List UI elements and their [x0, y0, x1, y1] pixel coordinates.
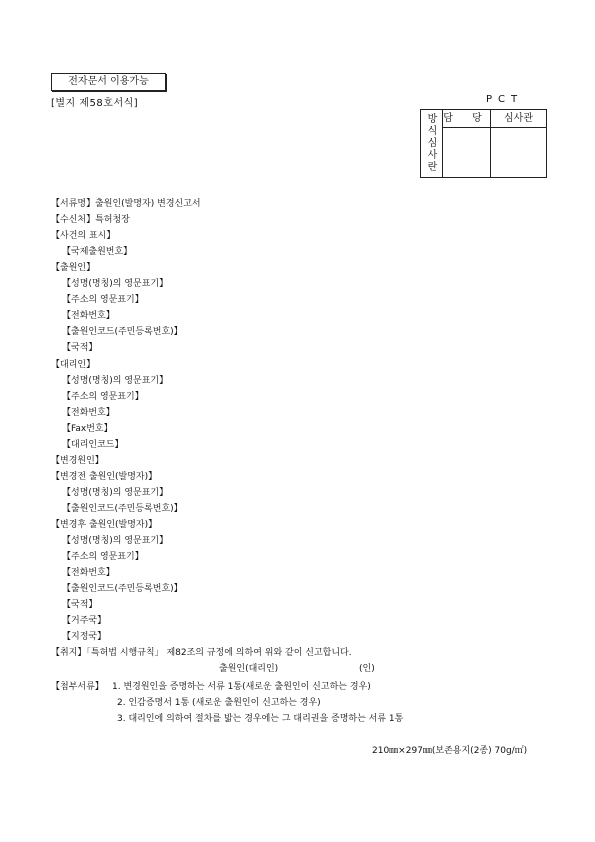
form-subfield: 【대리인코드】	[62, 440, 124, 450]
form-subfield: 【성명(명칭)의 영문표기】	[62, 488, 169, 498]
approval-side-column	[421, 110, 443, 177]
form-field: 【취지】「특허법 시행규칙」 제82조의 규정에 의하여 위와 같이 신고합니다.	[51, 648, 352, 658]
form-subfield: 【출원인코드(주민등록번호)】	[62, 327, 183, 337]
signature-seal: (인)	[359, 664, 375, 674]
form-subfield: 【전화번호】	[62, 568, 115, 578]
form-subfield: 【국제출원번호】	[62, 247, 133, 257]
form-subfield: 【성명(명칭)의 영문표기】	[62, 536, 169, 546]
signature-label: 출원인(대리인)	[219, 664, 279, 674]
approval-header-staff: 담 당	[443, 110, 491, 128]
form-subfield: 【국적】	[62, 343, 98, 353]
form-subfield: 【성명(명칭)의 영문표기】	[62, 376, 169, 386]
paper-spec-footer: 210㎜×297㎜(보존용지(2종) 70g/㎡)	[372, 746, 528, 756]
form-subfield: 【출원인코드(주민등록번호)】	[62, 584, 183, 594]
attachments-label: 【첨부서류】	[51, 682, 104, 692]
pct-label: PCT	[486, 94, 524, 105]
approval-divider	[490, 127, 491, 177]
form-field: 【변경후 출원인(발명자)】	[51, 520, 158, 530]
form-subfield: 【거주국】	[62, 616, 107, 626]
attachment-item-2: 2. 인감증명서 1통 (새로운 출원인이 신고하는 경우)	[117, 698, 321, 708]
attachment-item-1: 1. 변경원인을 증명하는 서류 1통(새로운 출원인이 신고하는 경우)	[112, 682, 371, 692]
form-number: [별지 제58호서식]	[51, 98, 139, 109]
form-subfield: 【국적】	[62, 600, 98, 610]
form-subfield: 【Fax번호】	[62, 424, 113, 434]
form-field: 【변경전 출원인(발명자)】	[51, 472, 158, 482]
approval-box	[420, 109, 547, 178]
approval-side-label: 방식심사란	[425, 113, 436, 173]
form-subfield: 【전화번호】	[62, 408, 115, 418]
form-subfield: 【전화번호】	[62, 311, 115, 321]
form-subfield: 【성명(명칭)의 영문표기】	[62, 279, 169, 289]
attachment-item-3: 3. 대리인에 의하여 절차를 밟는 경우에는 그 대리권을 증명하는 서류 1통	[117, 714, 404, 724]
form-subfield: 【주소의 영문표기】	[62, 392, 144, 402]
form-field: 【서류명】출원인(발명자) 변경신고서	[51, 199, 201, 209]
form-subfield: 【주소의 영문표기】	[62, 295, 144, 305]
form-subfield: 【출원인코드(주민등록번호)】	[62, 504, 183, 514]
form-field: 【사건의 표시】	[51, 231, 116, 241]
approval-header-examiner: 심사관	[491, 110, 546, 128]
form-field: 【변경원인】	[51, 456, 104, 466]
form-field: 【수신처】특허청장	[51, 215, 130, 225]
form-subfield: 【지정국】	[62, 632, 107, 642]
form-subfield: 【주소의 영문표기】	[62, 552, 144, 562]
form-field: 【출원인】	[51, 263, 96, 273]
form-field: 【대리인】	[51, 360, 96, 370]
electronic-document-badge: 전자문서 이용가능	[51, 73, 166, 91]
